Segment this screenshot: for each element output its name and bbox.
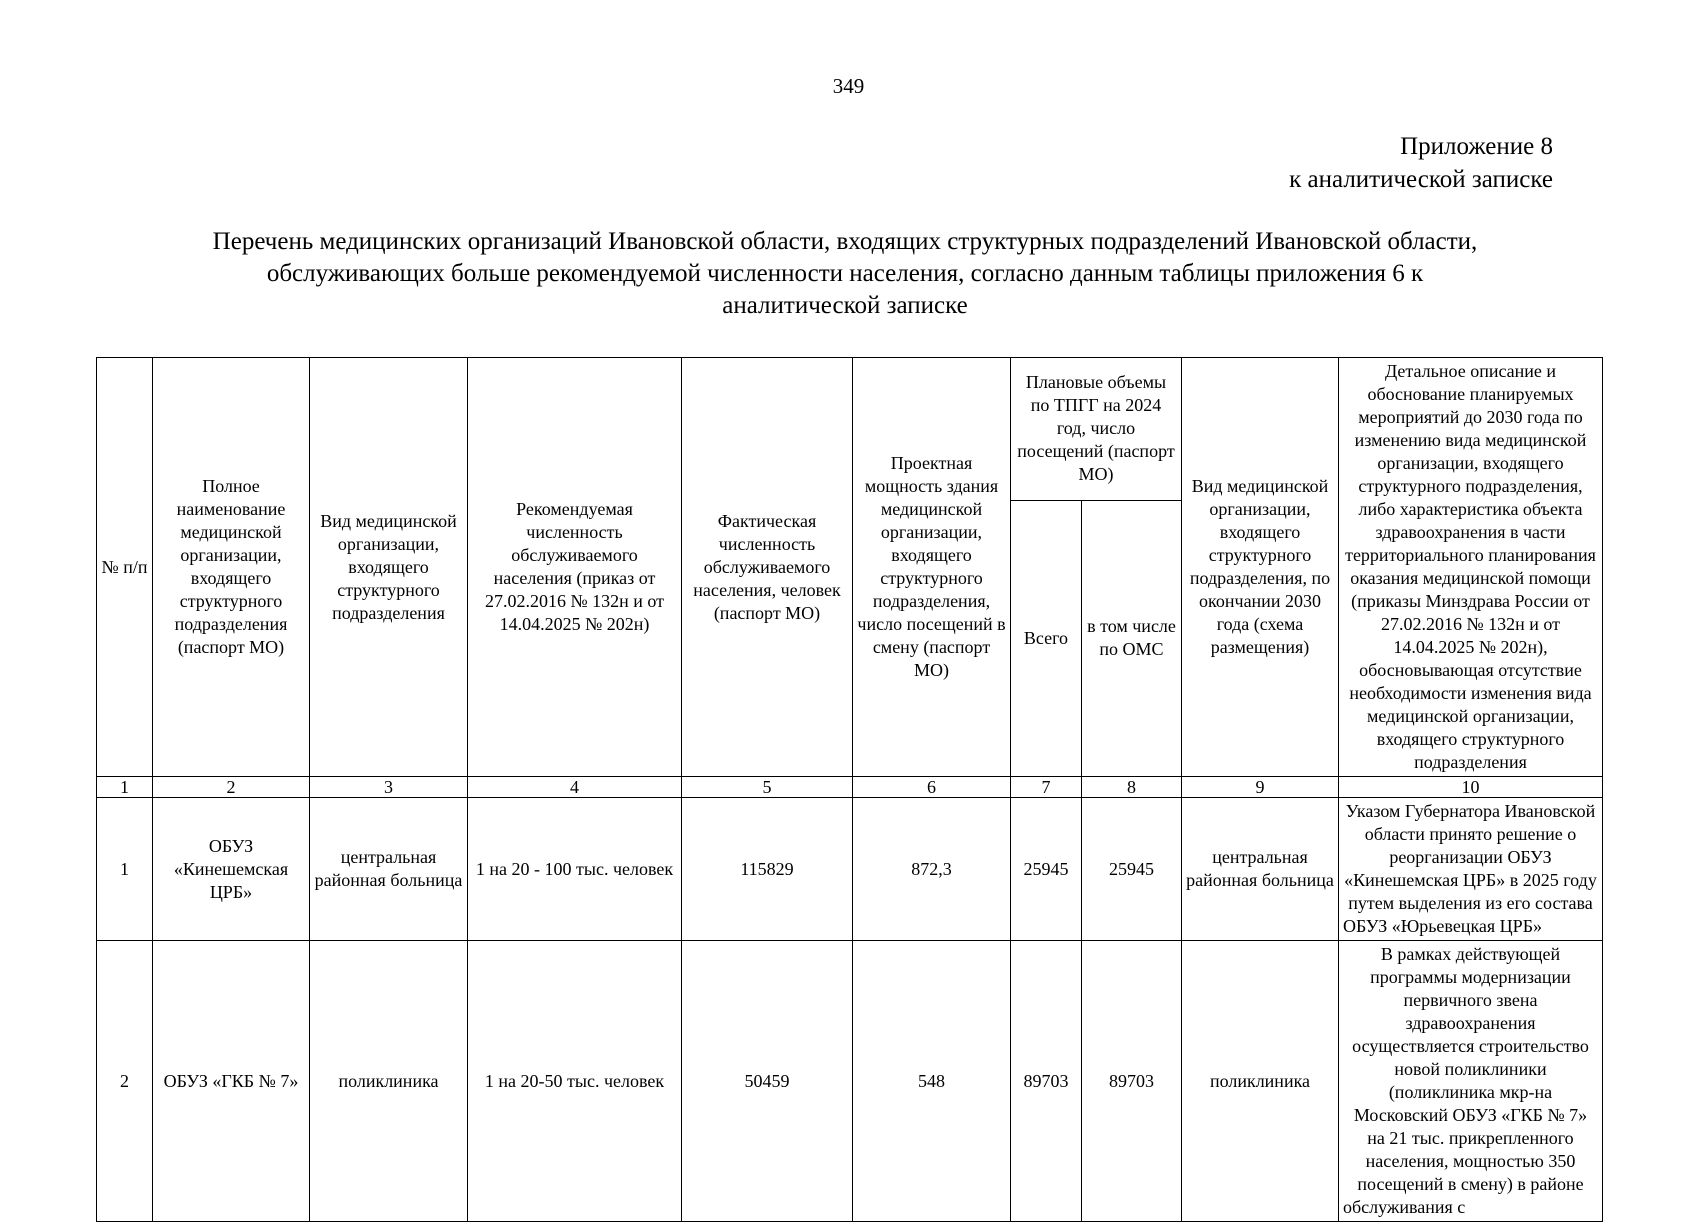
header-planned-volumes: Плановые объемы по ТПГГ на 2024 год, число посещений (паспорт МО) <box>1011 358 1182 501</box>
header-oms: в том числе по ОМС <box>1082 500 1182 776</box>
column-number: 9 <box>1182 777 1339 798</box>
header-row <box>97 358 1603 501</box>
row-description: Указом Губернатора Ивановской области принято решение о реорганизации ОБУЗ «Кинешемская ЦРБ» в 2025 году путем выделения из его состава ОБУЗ «Юрьевецкая ЦРБ» <box>1339 798 1603 941</box>
table-row <box>97 941 1603 1222</box>
row-oms: 25945 <box>1082 798 1182 941</box>
header-type: Вид медицинской организации, входящего структурного подразделения <box>310 358 468 777</box>
row-type: центральная районная больница <box>310 798 468 941</box>
row-oms: 89703 <box>1082 941 1182 1222</box>
title-line-2: обслуживающих больше рекомендуемой численности населения, согласно данным таблицы приложения 6 к <box>266 260 1424 287</box>
row-capacity: 548 <box>853 941 1011 1222</box>
row-type: поликлиника <box>310 941 468 1222</box>
column-number: 8 <box>1082 777 1182 798</box>
page-number: 349 <box>832 74 865 98</box>
row-total: 25945 <box>1011 798 1082 941</box>
row-capacity: 872,3 <box>853 798 1011 941</box>
column-number: 4 <box>468 777 682 798</box>
organizations-table <box>96 357 1603 1222</box>
column-number: 10 <box>1339 777 1603 798</box>
row-type-2030: поликлиника <box>1182 941 1339 1222</box>
row-recommended: 1 на 20-50 тыс. человек <box>468 941 682 1222</box>
header-type-2030: Вид медицинской организации, входящего структурного подразделения, по окончании 2030 года (схема размещения) <box>1182 358 1339 777</box>
row-num: 1 <box>97 798 153 941</box>
row-description: В рамках действующей программы модернизации первичного звена здравоохранения осуществляется строительство новой поликлиники (поликлиника мкр-на Московский ОБУЗ «ГКБ № 7» на 21 тыс. прикрепленного населения, мощностью 350 посещений в смену) в районе обслуживания с <box>1339 941 1603 1222</box>
row-actual: 115829 <box>682 798 853 941</box>
header-name: Полное наименование медицинской организации, входящего структурного подразделения (паспорт МО) <box>153 358 310 777</box>
title-line-3: аналитической записке <box>722 292 968 319</box>
header-total: Всего <box>1011 500 1082 776</box>
table-row <box>97 798 1603 941</box>
column-numbers-row <box>97 777 1603 798</box>
column-number: 1 <box>97 777 153 798</box>
row-actual: 50459 <box>682 941 853 1222</box>
column-number: 5 <box>682 777 853 798</box>
row-type-2030: центральная районная больница <box>1182 798 1339 941</box>
header-recommended: Рекомендуемая численность обслуживаемого населения (приказ от 27.02.2016 № 132н и от 14.04.2025 № 202н) <box>468 358 682 777</box>
appendix-note <box>1289 130 1553 196</box>
row-name: ОБУЗ «ГКБ № 7» <box>153 941 310 1222</box>
column-number: 6 <box>853 777 1011 798</box>
header-description: Детальное описание и обоснование планируемых мероприятий до 2030 года по изменению вида медицинской организации, входящего структурного подразделения, либо характеристика объекта здравоохранения в части территориального планирования оказания медицинской помощи (приказы Минздрава России от 27.02.2016 № 132н и от 14.04.2025 № 202н), обосновывающая отсутствие необходимости изменения вида медицинской организации, входящего структурного подразделения <box>1339 358 1603 777</box>
column-number: 2 <box>153 777 310 798</box>
title-line-1: Перечень медицинских организаций Ивановской области, входящих структурных подразделений Ивановской области, <box>212 228 1478 255</box>
appendix-line-1: Приложение 8 <box>1400 133 1553 160</box>
row-num: 2 <box>97 941 153 1222</box>
column-number: 3 <box>310 777 468 798</box>
row-recommended: 1 на 20 - 100 тыс. человек <box>468 798 682 941</box>
document-title <box>120 226 1570 322</box>
column-number: 7 <box>1011 777 1082 798</box>
row-total: 89703 <box>1011 941 1082 1222</box>
header-num: № п/п <box>97 358 153 777</box>
row-name: ОБУЗ «Кинешемская ЦРБ» <box>153 798 310 941</box>
header-actual: Фактическая численность обслуживаемого населения, человек (паспорт МО) <box>682 358 853 777</box>
appendix-line-2: к аналитической записке <box>1289 166 1553 193</box>
header-capacity: Проектная мощность здания медицинской организации, входящего структурного подразделения, число посещений в смену (паспорт МО) <box>853 358 1011 777</box>
